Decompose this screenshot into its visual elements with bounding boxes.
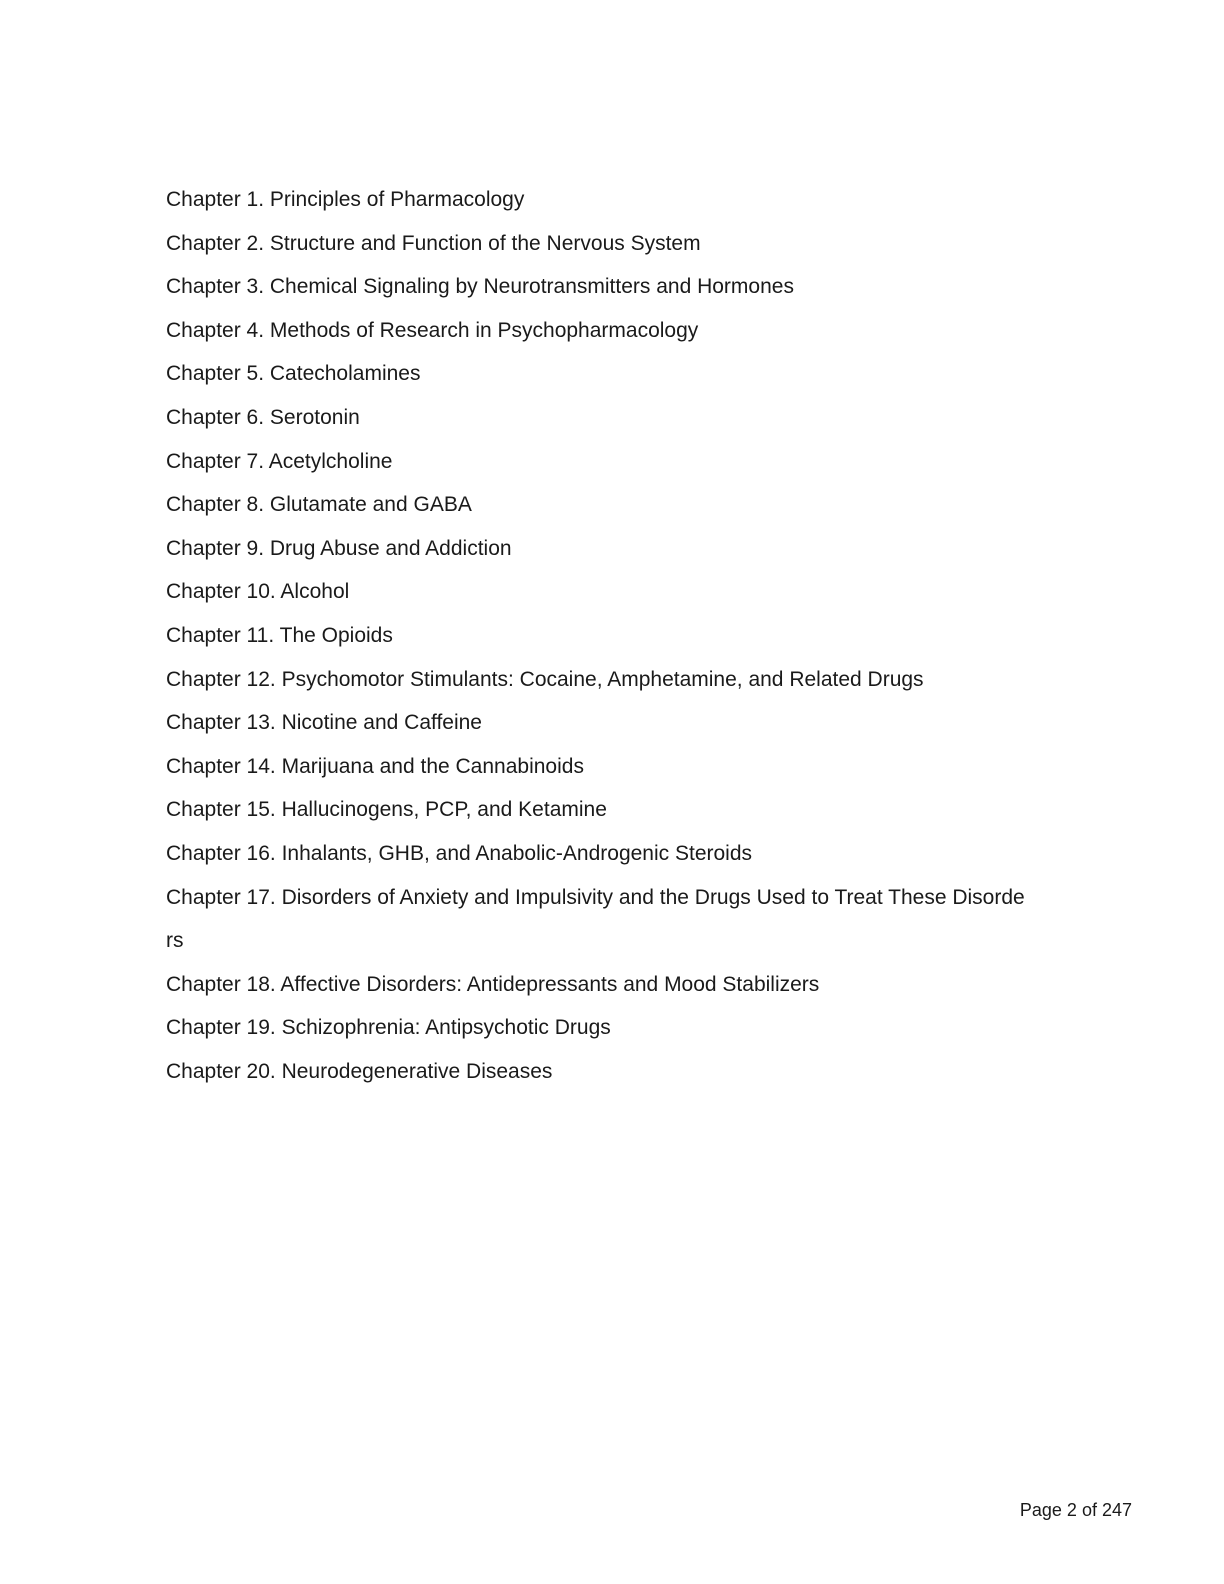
toc-entry-chapter-18: Chapter 18. Affective Disorders: Antidepressants and Mood Stabilizers xyxy=(166,972,820,996)
toc-entry-chapter-7: Chapter 7. Acetylcholine xyxy=(166,449,393,473)
toc-entry-chapter-4: Chapter 4. Methods of Research in Psychopharmacology xyxy=(166,318,699,342)
toc-entry-chapter-6: Chapter 6. Serotonin xyxy=(166,405,360,429)
toc-entry-chapter-19: Chapter 19. Schizophrenia: Antipsychotic Drugs xyxy=(166,1016,611,1040)
toc-entry-chapter-10: Chapter 10. Alcohol xyxy=(166,580,350,604)
toc-entry-chapter-5: Chapter 5. Catecholamines xyxy=(166,362,421,386)
toc-entry-chapter-3: Chapter 3. Chemical Signaling by Neurotransmitters and Hormones xyxy=(166,275,794,299)
toc-entry-chapter-12: Chapter 12. Psychomotor Stimulants: Cocaine, Amphetamine, and Related Drugs xyxy=(166,667,924,691)
toc-entry-chapter-17-continuation: rs xyxy=(166,929,184,953)
toc-entry-chapter-16: Chapter 16. Inhalants, GHB, and Anabolic-Androgenic Steroids xyxy=(166,841,753,865)
toc-entry-chapter-14: Chapter 14. Marijuana and the Cannabinoids xyxy=(166,754,584,778)
toc-entry-chapter-13: Chapter 13. Nicotine and Caffeine xyxy=(166,711,482,735)
toc-entry-chapter-2: Chapter 2. Structure and Function of the Nervous System xyxy=(166,231,701,255)
page-number: Page 2 of 247 xyxy=(1019,1500,1132,1520)
toc-entry-chapter-17: Chapter 17. Disorders of Anxiety and Impulsivity and the Drugs Used to Treat These Disorde xyxy=(166,885,1025,909)
toc-entry-chapter-8: Chapter 8. Glutamate and GABA xyxy=(166,493,472,517)
table-of-contents xyxy=(166,178,1066,1093)
toc-entry-chapter-20: Chapter 20. Neurodegenerative Diseases xyxy=(166,1059,553,1083)
toc-entry-chapter-15: Chapter 15. Hallucinogens, PCP, and Ketamine xyxy=(166,798,607,822)
toc-entry-chapter-1: Chapter 1. Principles of Pharmacology xyxy=(166,188,525,211)
toc-entry-chapter-11: Chapter 11. The Opioids xyxy=(166,623,393,647)
toc-entry-chapter-9: Chapter 9. Drug Abuse and Addiction xyxy=(166,536,512,560)
